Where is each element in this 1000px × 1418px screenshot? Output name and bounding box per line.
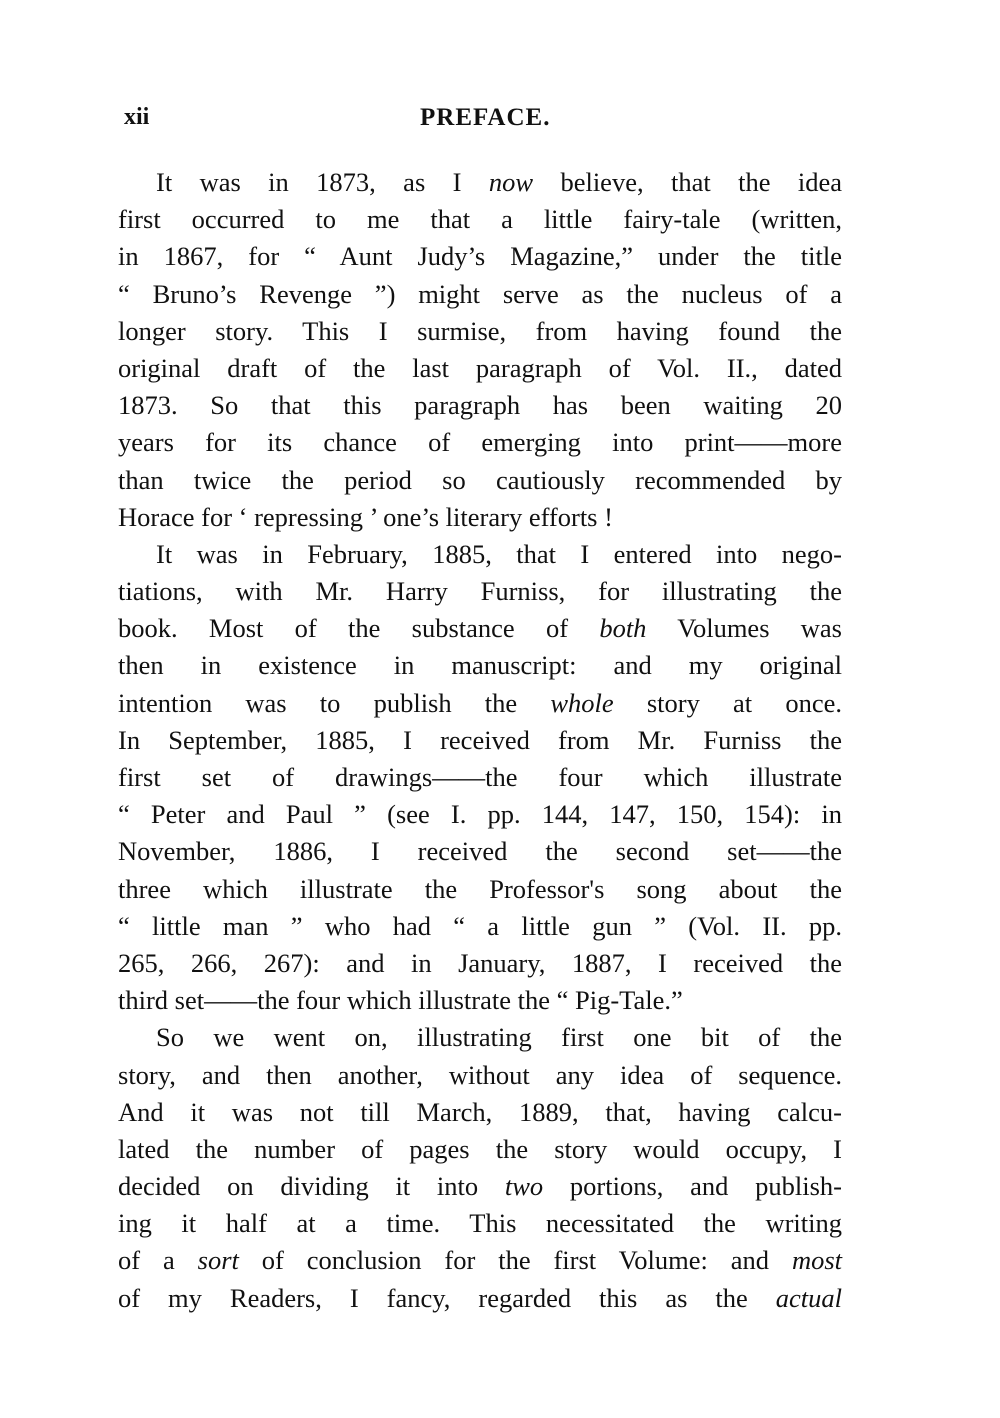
text-line: In September, 1885, I received from Mr. Furniss the — [118, 724, 842, 755]
text-line: tiations, with Mr. Harry Furniss, for illustrating the — [118, 576, 842, 607]
text-line: then in existence in manuscript: and my original — [118, 650, 842, 681]
text-line: than twice the period so cautiously recommended by — [118, 464, 842, 495]
text-line: “ Bruno’s Revenge ”) might serve as the nucleus of a — [118, 278, 842, 309]
text-line: intention was to publish the whole story at once. — [118, 687, 842, 718]
text-line: November, 1886, I received the second set——the — [118, 836, 842, 867]
text-line: first set of drawings——the four which illustrate — [118, 762, 842, 792]
text-line: story, and then another, without any idea of sequence. — [118, 1059, 842, 1090]
text-line: decided on dividing it into two portions, and publish- — [118, 1171, 842, 1202]
text-line: of a sort of conclusion for the first Volume: and most — [118, 1245, 843, 1276]
text-line: in 1867, for “ Aunt Judy’s Magazine,” under the title — [118, 241, 842, 272]
text-line: longer story. This I surmise, from having found the — [118, 315, 842, 346]
text-line: 1873. So that this paragraph has been waiting 20 — [118, 390, 842, 421]
text-line: 265, 266, 267): and in January, 1887, I received the — [118, 947, 842, 978]
page-number: xii — [124, 104, 150, 130]
text-line: Horace for ‘ repressing ’ one’s literary efforts ! — [118, 501, 613, 532]
text-line: third set——the four which illustrate the “ Pig-Tale.” — [118, 985, 683, 1016]
text-line: first occurred to me that a little fairy-tale (written, — [118, 204, 842, 235]
text-line: It was in 1873, as I now believe, that the idea — [156, 167, 842, 197]
text-line: So we went on, illustrating first one bit of the — [156, 1022, 842, 1053]
text-line: years for its chance of emerging into print——more — [118, 427, 842, 458]
body-text — [118, 164, 842, 1317]
text-line: “ little man ” who had “ a little gun ” (Vol. II. pp. — [118, 910, 842, 941]
text-line: original draft of the last paragraph of Vol. II., dated — [118, 352, 842, 383]
text-line: It was in February, 1885, that I entered into nego- — [156, 538, 842, 569]
text-line: book. Most of the substance of both Volumes was — [118, 613, 842, 644]
running-head — [124, 104, 844, 144]
text-line: ing it half at a time. This necessitated the writing — [118, 1208, 842, 1239]
text-line: lated the number of pages the story would occupy, I — [118, 1133, 842, 1164]
text-line: And it was not till March, 1889, that, having calcu- — [118, 1096, 842, 1127]
text-line: three which illustrate the Professor's song about the — [118, 873, 842, 904]
running-title: PREFACE. — [420, 104, 551, 131]
text-line: of my Readers, I fancy, regarded this as the actual — [118, 1282, 842, 1313]
text-line: “ Peter and Paul ” (see I. pp. 144, 147, 150, 154): in — [118, 799, 842, 830]
